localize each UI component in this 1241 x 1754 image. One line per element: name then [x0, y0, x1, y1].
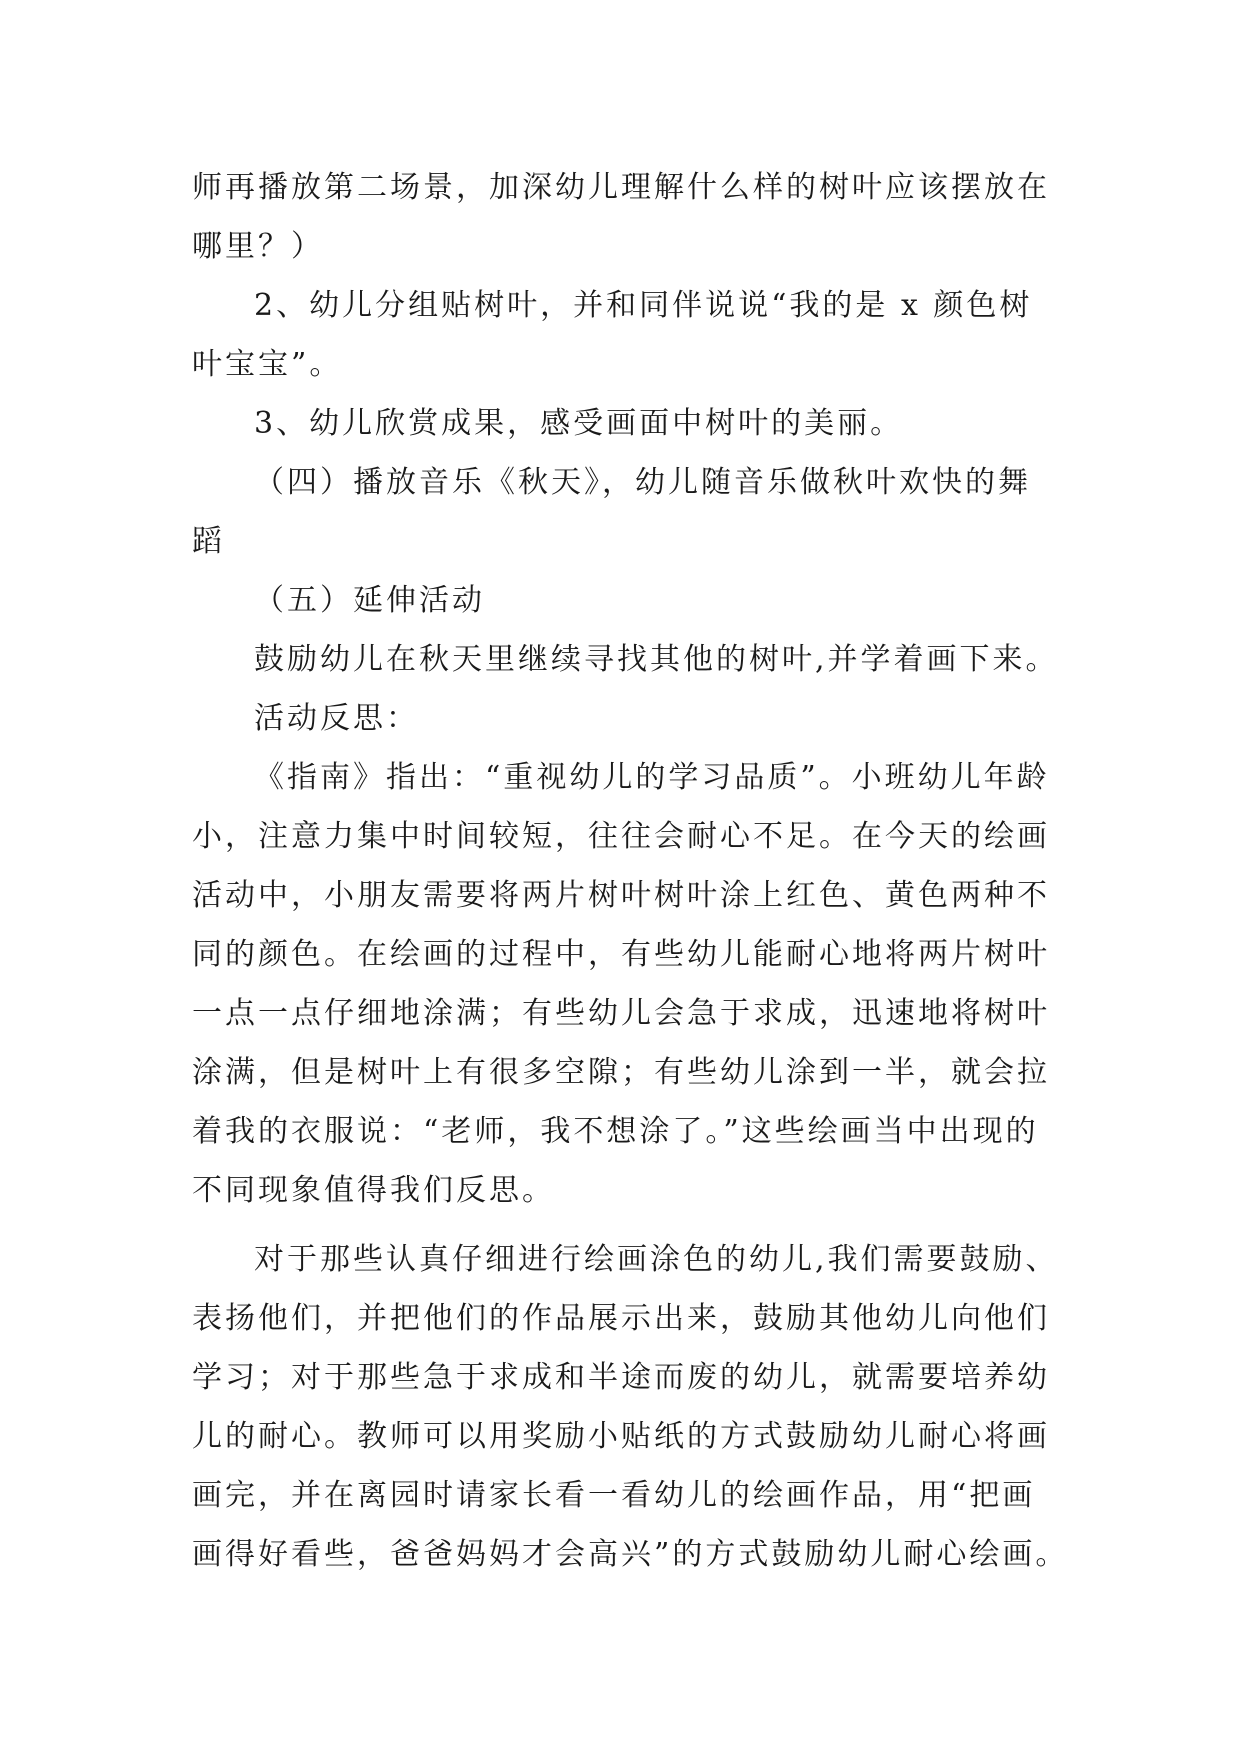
body-text — [192, 158, 1069, 1584]
text-line: 儿的耐心。教师可以用奖励小贴纸的方式鼓励幼儿耐心将画 — [192, 1419, 1050, 1454]
section-heading: （四）播放音乐《秋天》，幼儿随音乐做秋叶欢快的舞 — [254, 465, 1031, 500]
text-line: 同的颜色。在绘画的过程中，有些幼儿能耐心地将两片树叶 — [192, 937, 1050, 972]
text-line: 鼓励幼儿在秋天里继续寻找其他的树叶,并学着画下来。 — [254, 642, 1059, 677]
text-line: 学习；对于那些急于求成和半途而废的幼儿，就需要培养幼 — [192, 1360, 1050, 1395]
text-line: 3、幼儿欣赏成果，感受画面中树叶的美丽。 — [254, 406, 904, 441]
text-line: 着我的衣服说：“老师，我不想涂了。”这些绘画当中出现的 — [192, 1114, 1039, 1149]
section-heading: （五）延伸活动 — [254, 583, 485, 618]
text-line: 涂满，但是树叶上有很多空隙；有些幼儿涂到一半，就会拉 — [192, 1055, 1050, 1090]
paragraph-gap — [192, 1220, 1054, 1230]
reflection-heading: 活动反思： — [254, 701, 419, 736]
text-line: 不同现象值得我们反思。 — [192, 1173, 555, 1208]
text-line: 活动中，小朋友需要将两片树叶树叶涂上红色、黄色两种不 — [192, 878, 1050, 913]
text-line: 表扬他们，并把他们的作品展示出来，鼓励其他幼儿向他们 — [192, 1301, 1050, 1336]
text-line: 画完，并在离园时请家长看一看幼儿的绘画作品，用“把画 — [192, 1478, 1036, 1513]
text-line: 蹈 — [192, 524, 225, 559]
text-line: 叶宝宝”。 — [192, 347, 343, 382]
text-line: 对于那些认真仔细进行绘画涂色的幼儿,我们需要鼓励、 — [254, 1242, 1059, 1277]
text-line: 2、幼儿分组贴树叶，并和同伴说说“我的是 x 颜色树 — [254, 288, 1033, 323]
text-line: 哪里？） — [192, 229, 324, 264]
text-line: 师再播放第二场景，加深幼儿理解什么样的树叶应该摆放在 — [192, 170, 1050, 205]
text-line: 画得好看些，爸爸妈妈才会高兴”的方式鼓励幼儿耐心绘画。 — [192, 1537, 1069, 1572]
text-line: 一点一点仔细地涂满；有些幼儿会急于求成，迅速地将树叶 — [192, 996, 1050, 1031]
text-line: 《指南》指出：“重视幼儿的学习品质”。小班幼儿年龄 — [254, 760, 1050, 795]
text-line: 小，注意力集中时间较短，往往会耐心不足。在今天的绘画 — [192, 819, 1050, 854]
